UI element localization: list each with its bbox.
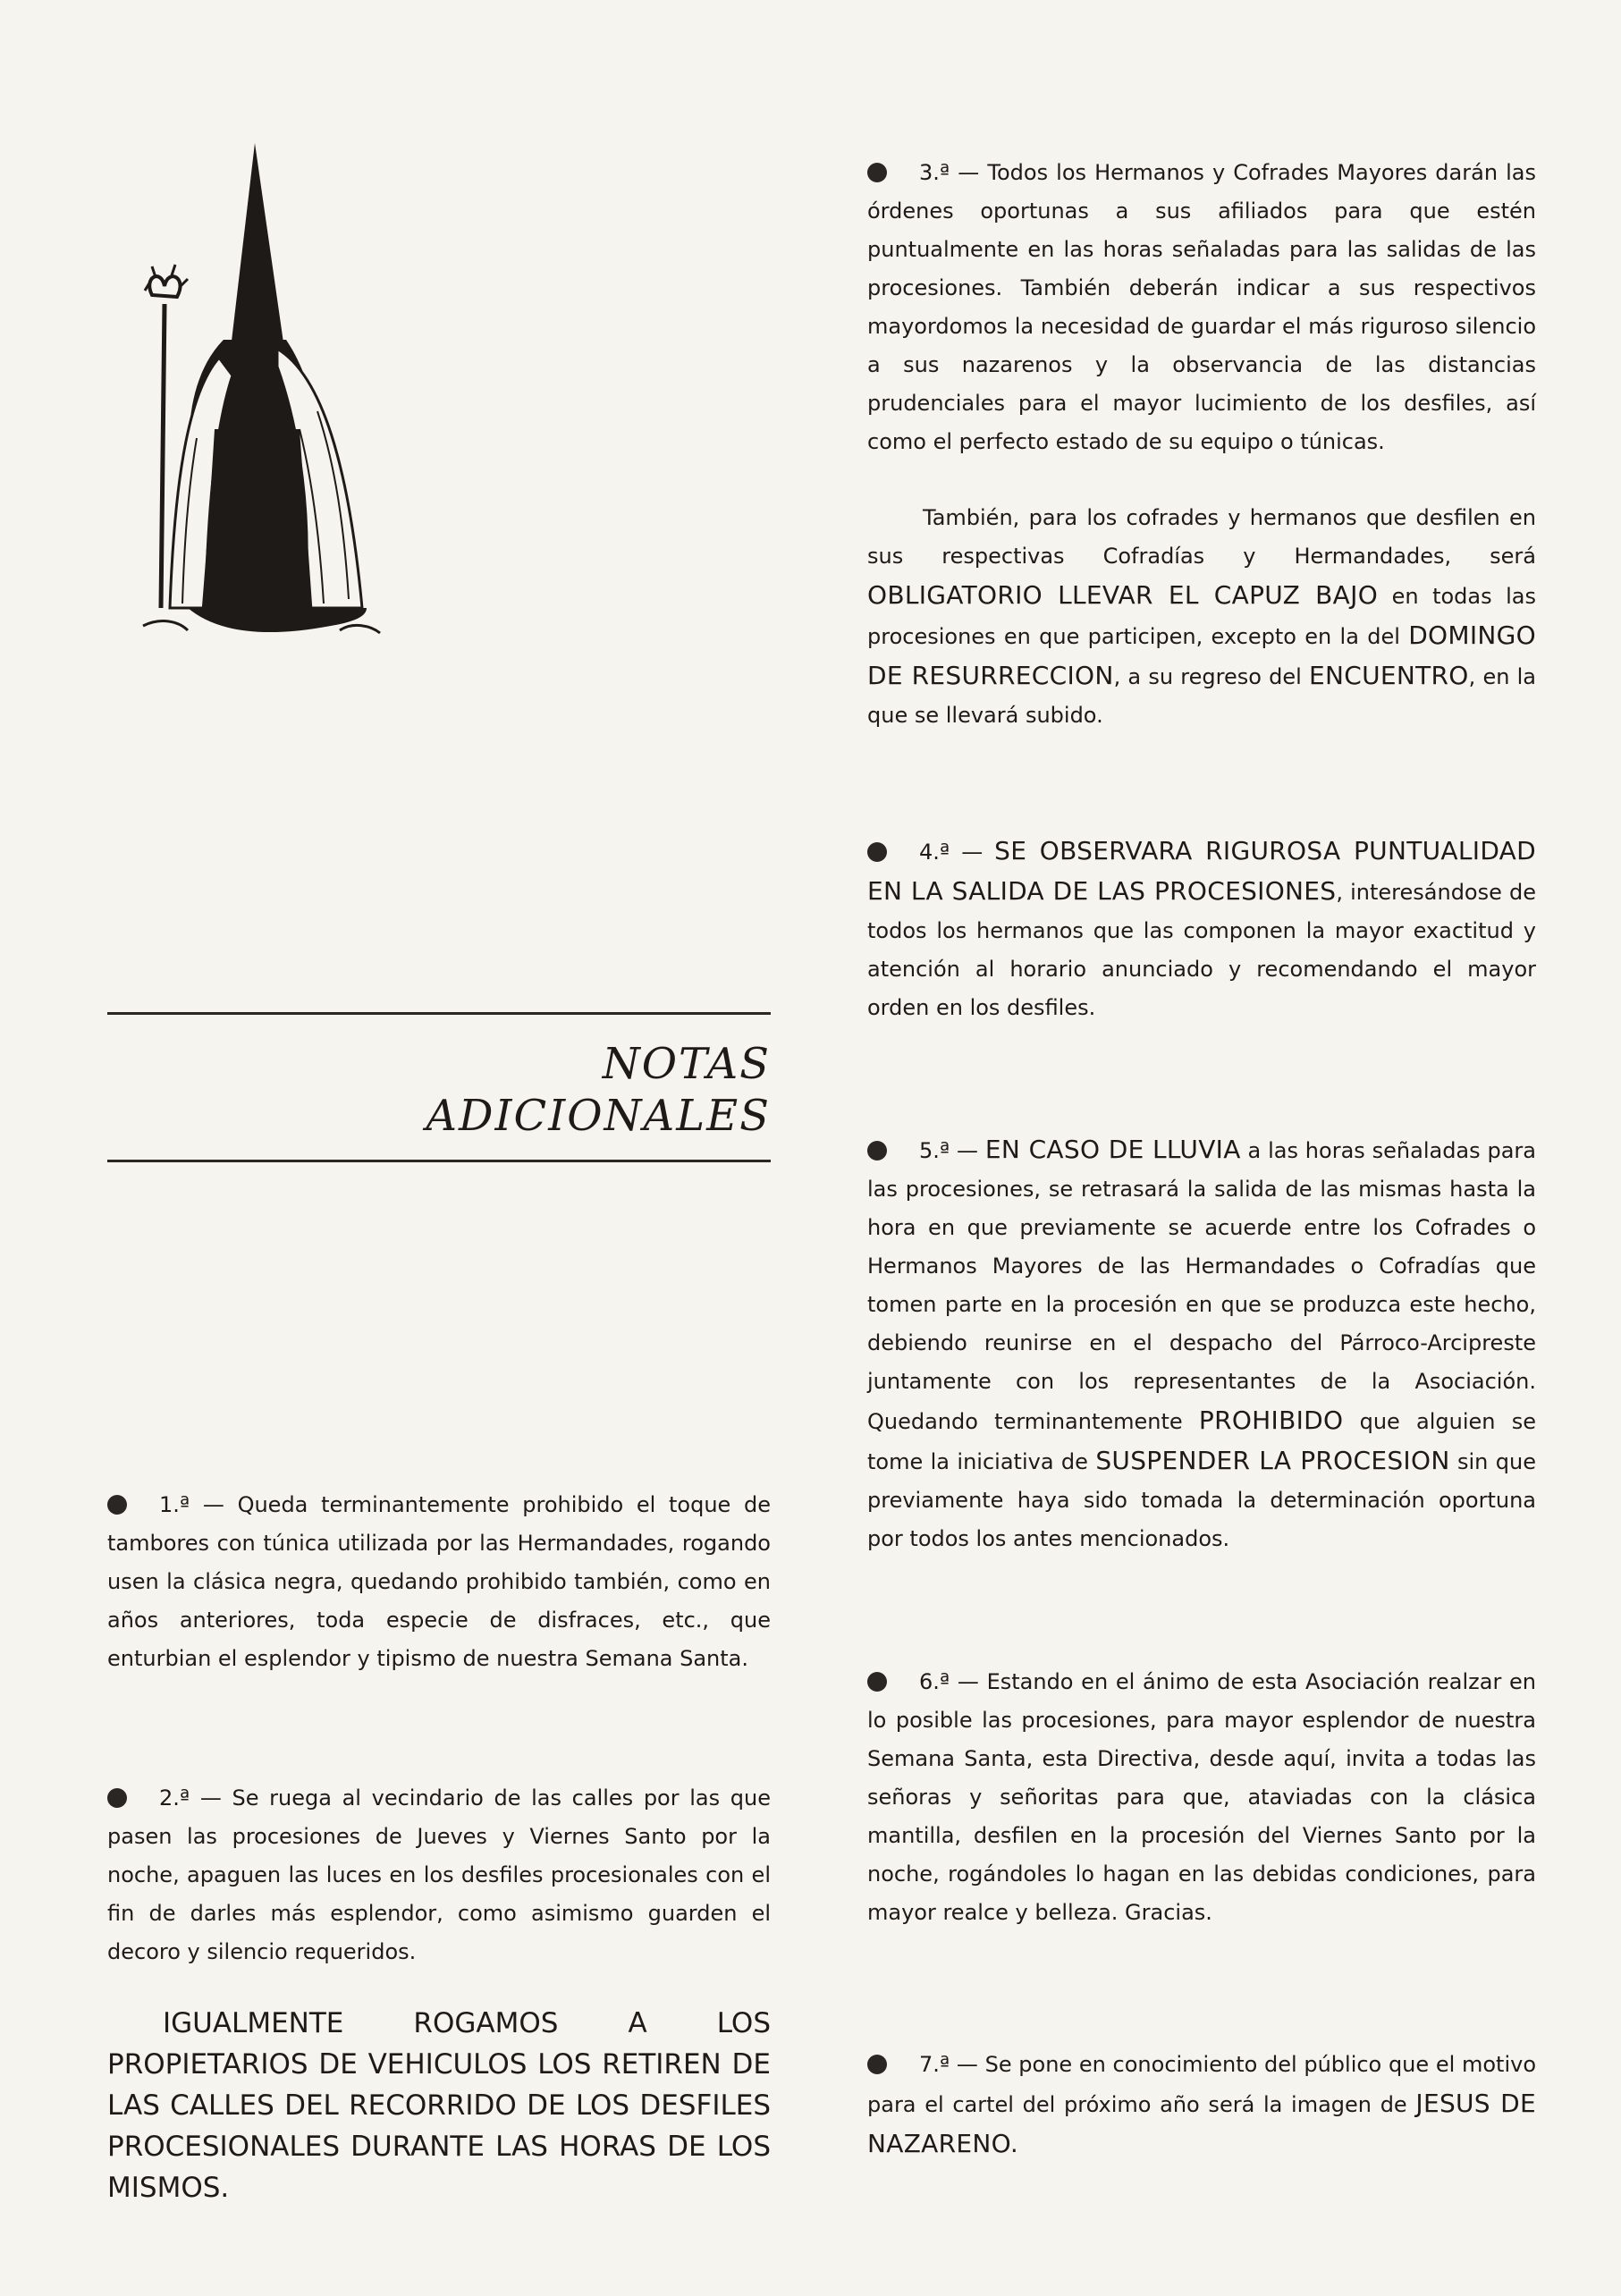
heading-line-1: NOTAS: [602, 1039, 771, 1089]
section-heading: [107, 1038, 771, 1142]
note-4: [867, 831, 1536, 1027]
heading-rule-bottom: [107, 1160, 771, 1162]
bullet-icon: [867, 163, 887, 182]
note-5-caps-3: SUSPENDER LA PROCESION: [1095, 1446, 1450, 1475]
vehicles-notice-text: IGUALMENTE ROGAMOS A LOS PROPIETARIOS DE VEHICULOS LOS RETIREN DE LAS CALLES DEL RECORRIDO DE LOS DESFILES PROCESIONALES DURANTE LAS HORAS DE LOS MISMOS.: [107, 2007, 771, 2204]
bullet-icon: [107, 1495, 127, 1515]
note-7-part-a: 7.ª — Se pone en conocimiento del público que el motivo para el cartel del próximo año será la imagen de: [867, 2052, 1536, 2117]
note-5-part-b: a las horas señaladas para las procesiones, se retrasará la salida de las mismas hasta la hora en que previamente se acuerde entre los Cofrades o Hermanos Mayores de las Hermandades o Cofradías que tomen parte en la procesión en que se produzca este hecho, debiendo reunirse en el despacho del Párroco-Arcipreste juntamente con los representantes de la Asociación. Quedando terminantemente: [867, 1138, 1537, 1434]
note-4-caps: SE OBSERVARA RIGUROSA PUNTUALIDAD EN LA SALIDA DE LAS PROCESIONES: [867, 836, 1536, 906]
note-6: [867, 1663, 1536, 1932]
note-1: [107, 1486, 771, 1678]
note-6-text: 6.ª — Estando en el ánimo de esta Asociación realzar en lo posible las procesiones, para mayor esplendor de nuestra Semana Santa, esta Directiva, desde aquí, invita a todas las señoras y señoritas para que, ataviadas con la clásica mantilla, desfilen en la procesión del Viernes Santo por la noche, rogándoles lo hagan en las debidas condiciones, para mayor realce y belleza. Gracias.: [867, 1669, 1536, 1925]
note-5-caps-2: PROHIBIDO: [1198, 1405, 1344, 1435]
note-4-part-b: , interesándose de todos los hermanos que las componen la mayor exactitud y atención al horario anunciado y recomendando el mayor orden en los desfiles.: [867, 880, 1537, 1020]
note-7-caps: JESUS DE NAZARENO.: [867, 2089, 1536, 2158]
note-3-continuation: [867, 499, 1536, 735]
note-3-text: 3.ª — Todos los Hermanos y Cofrades Mayores darán las órdenes oportunas a sus afiliados para que estén puntualmente en las horas señaladas para las salidas de las procesiones. También deberán indicar a sus respectivos mayordomos la necesidad de guardar el más riguroso silencio a sus nazarenos y la observancia de las distancias prudenciales para el mayor lucimiento de los desfiles, así como el perfecto estado de su equipo o túnicas.: [867, 160, 1536, 454]
nazareno-illustration: [125, 143, 393, 644]
note-3b-caps-2: DOMINGO DE RESURRECCION: [867, 620, 1536, 690]
note-3b-part-a: También, para los cofrades y hermanos que desfilen en sus respectivas Cofradías y Hermandades, será: [867, 505, 1536, 569]
note-5-part-a: 5.ª —: [919, 1138, 985, 1163]
note-3b-part-c: , a su regreso del: [1113, 664, 1309, 689]
note-3b-part-d: , en la que se llevará subido.: [867, 664, 1536, 728]
note-4-part-a: 4.ª —: [919, 840, 995, 865]
bullet-icon: [867, 2055, 887, 2074]
note-3: [867, 154, 1536, 461]
note-3b-part-b: en todas las procesiones en que participen, excepto en la del: [867, 584, 1537, 649]
bullet-icon: [867, 1141, 887, 1161]
note-2: [107, 1779, 771, 1971]
note-5: [867, 1130, 1536, 1558]
note-3b-caps-1: OBLIGATORIO LLEVAR EL CAPUZ BAJO: [867, 580, 1379, 610]
section-heading-block: [107, 1012, 771, 1162]
heading-line-2: ADICIONALES: [426, 1091, 771, 1141]
note-7: [867, 2046, 1536, 2165]
bullet-icon: [867, 842, 887, 862]
bullet-icon: [867, 1672, 887, 1692]
note-5-part-c: que alguien se tome la iniciativa de: [867, 1409, 1536, 1474]
bullet-icon: [107, 1788, 127, 1808]
note-5-caps-1: EN CASO DE LLUVIA: [984, 1135, 1241, 1164]
note-2-text: 2.ª — Se ruega al vecindario de las calles por las que pasen las procesiones de Jueves y Viernes Santo por la noche, apaguen las luces en los desfiles procesionales con el fin de darles más esplendor, como asimismo guarden el decoro y silencio requeridos.: [107, 1785, 771, 1964]
vehicles-notice: [107, 2003, 771, 2208]
note-1-text: 1.ª — Queda terminantemente prohibido el toque de tambores con túnica utilizada por las Hermandades, rogando usen la clásica negra, quedando prohibido también, como en años anteriores, toda especie de disfraces, etc., que enturbian el esplendor y tipismo de nuestra Semana Santa.: [107, 1492, 771, 1671]
note-5-part-d: sin que previamente haya sido tomada la determinación oportuna por todos los antes mencionados.: [867, 1449, 1536, 1551]
note-3b-caps-3: ENCUENTRO: [1308, 661, 1469, 690]
heading-rule-top: [107, 1012, 771, 1015]
